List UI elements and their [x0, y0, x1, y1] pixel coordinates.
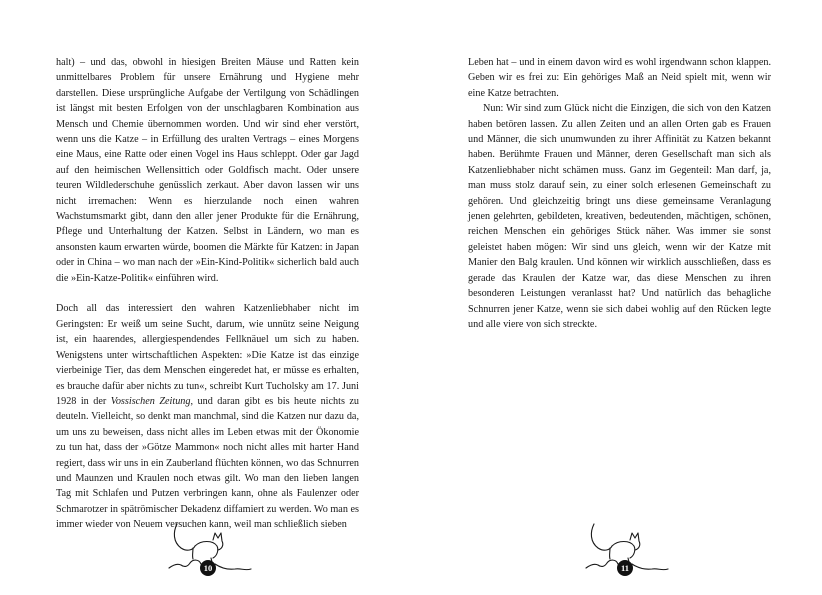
left-paragraph-2-part-1: Doch all das interessiert den wahren Katzenliebhaber nicht im Geringsten: Er weiß um seine Sucht, darum, wie unnütz seine Neigung ist, ein haarendes, allergiespendendes Fellknäuel um sich zu haben. Wenigstens unter wirtschaftlichen Aspekten: »Die Katze ist das einzige vierbeinige Tier, das dem Menschen eingeredet hat, er müsse es erhalten, es brauche dafür aber nichts zu tun«, schreibt Kurt Tucholsky am 17. Juni 1928 in der: [56, 303, 359, 407]
cat-ornament-icon: [580, 518, 670, 580]
right-page: [411, 0, 822, 595]
left-paragraph-2: [56, 301, 359, 532]
left-paragraph-1: halt) – und das, obwohl in hiesigen Breiten Mäuse und Ratten kein unmittelbares Problem für unsere Ernährung und Hygiene mehr darstellen. Diese ursprüngliche Aufgabe der Vertilgung von Schädlingen ist längst mit besten Erfolgen von der unschlagbaren Kombination aus Mensch und Chemie übernommen worden. Und wir sind eher verstört, wenn uns die Katze – in Erfüllung des uralten Vertrags – eines Morgens eine Maus, eine Ratte oder einen Vogel ins Haus schleppt. Oder gar Jagd auf den heimischen Wellensittich oder Goldfisch macht. Oder unsere teuren Wildlederschuhe genüsslich zerkaut. Aber davon lassen wir uns nicht irremachen: Wenn es hierzulande noch einen wahren Wachstumsmarkt gibt, dann den aller jener Produkte für die Ernährung, Pflege und Unterhaltung der Katzen. Selbst in Ländern, wo man es ansonsten kaum erwarten würde, boomen die Märkte für Katzen: in Japan oder in China – wo man nach der »Ein-Kind-Politik« sicherlich bald auch die »Ein-Katze-Politik« einführen wird.: [56, 57, 359, 284]
right-paragraph-2: Nun: Wir sind zum Glück nicht die Einzigen, die sich von den Katzen haben betören lassen. Zu allen Zeiten und an allen Orten gab es Frauen und Männer, die sich unumwunden zu ihrer Affinität zu Katzen bekannt haben. Berühmte Frauen und Männer, deren Gesellschaft man sich als Katzenliebhaber nicht schämen muss. Ganz im Gegenteil: Man darf, ja, man muss stolz darauf sein, zu einer solch erlesenen Gemeinschaft zu gehören. Und gleichzeitig bringt uns diese gemeinsame Veranlagung jenen gelehrten, gebildeten, kreativen, bedeutenden, mächtigen, schönen, reichen Menschen ein gehöriges Stück näher. Was immer sie sonst geleistet haben mögen: Wir sind uns gleich, wenn wir der Katze mit Manier den Balg kraulen. Und können wir wirklich ausschließen, dass es gerade das Kraulen der Katze war, das diese Menschen zu ihren besonderen Leistungen veranlasst hat? Und natürlich das behagliche Schnurren jener Katze, wenn sie sich dabei wohlig auf den Rücken legte und alle viere von sich streckte.: [468, 103, 771, 330]
newspaper-title: Vossischen Zeitung: [110, 395, 191, 407]
page-number: 11: [617, 560, 633, 576]
cat-ornament-icon: [163, 518, 253, 580]
left-paragraph-2-part-2: , und daran gibt es bis heute nichts zu deuteln. Vielleicht, so denkt man manchmal, sind die Katzen nur dazu da, um uns zu beweisen, dass nicht alles im Leben etwas mit der Ökonomie zu tun hat, dass der »Götze Mammon« noch nicht alles mit harter Hand regiert, dass wir uns in ein Zauberland flüchten können, wo das Schnurren und Maunzen und Kraulen noch etwas gilt. Wo man den lieben langen Tag mit Schlafen und Putzen verbringen kann, ohne als Faulenzer oder Schmarotzer in spätrömischer Dekadenz diffamiert zu werden. Wo man es immer wieder von Neuem versuchen kann, weil man schließlich sieben: [56, 395, 359, 531]
left-page-text: [56, 55, 359, 533]
right-page-text: [468, 55, 771, 332]
page-number: 10: [200, 560, 216, 576]
right-paragraph-1: Leben hat – und in einem davon wird es wohl irgendwann schon klappen. Geben wir es frei zu: Ein gehöriges Maß an Neid spielt mit, wenn wir eine Katze betrachten.: [468, 57, 771, 99]
